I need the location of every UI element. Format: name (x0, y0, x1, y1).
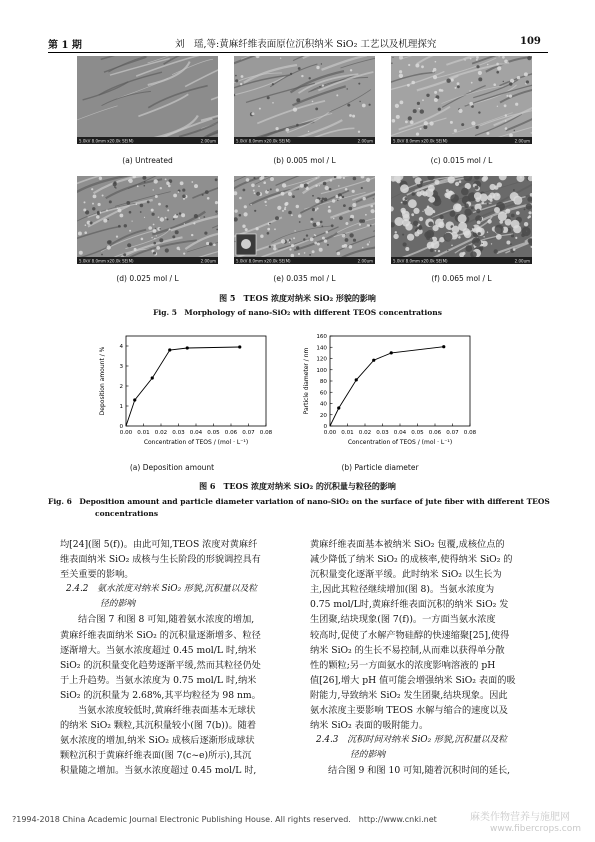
sem-image-b (234, 56, 375, 144)
copyright-footer: ?1994-2018 China Academic Journal Electronic Publishing House. All rights reserved. http://www.cnki.net (12, 815, 437, 824)
data-point (442, 345, 445, 348)
left-para-2 (60, 612, 300, 703)
text-line: 的纳米 SiO₂ 颗粒,其沉积量较小(图 7(b))。随着 (60, 720, 257, 732)
watermark-url: www.fibercrops.com (490, 824, 581, 834)
x-tick-label: 0.04 (189, 430, 203, 436)
text-line: 较高时,促使了水解产物硅醇的快速缩聚[25],使得 (310, 629, 510, 641)
x-tick-label: 0.07 (446, 430, 459, 436)
sem-caption-e: (e) 0.035 mol / L (273, 274, 336, 283)
plot-frame (126, 336, 266, 426)
x-tick-label: 0.00 (119, 430, 133, 436)
heading-line: 2.4.2 氨水浓度对纳米 SiO₂ 形貌,沉积量以及粒 (66, 584, 258, 595)
text-line: 颗粒沉积于黄麻纤维表面(图 7(c~e)所示),其沉 (60, 750, 252, 762)
fig5-caption-en: Fig. 5 Morphology of nano-SiO₂ with different TEOS concentrations (153, 308, 442, 317)
text-line: 值[26],增大 pH 值可能会增强纳米 SiO₂ 表面的吸 (310, 674, 516, 686)
chart-particle-diameter (296, 326, 486, 462)
sem-scale-text: 2.00um (514, 258, 530, 264)
y-tick-label: 140 (316, 345, 327, 352)
sem-info-text: 5.0kV 8.0mm x20.0k SE(M) (79, 138, 134, 144)
sem-image-e (234, 176, 375, 264)
sem-image-d (77, 176, 218, 264)
sem-caption-f: (f) 0.065 mol / L (431, 274, 492, 283)
sem-info-text: 5.0kV 8.0mm x20.0k SE(M) (236, 258, 291, 264)
x-tick-label: 0.03 (376, 430, 389, 436)
running-title: 刘 瑶,等:黄麻纤维表面原位沉积纳米 SiO₂ 工艺以及机理探究 (175, 39, 437, 50)
y-axis-label: Particle diameter / nm (303, 347, 310, 415)
y-tick-label: 40 (319, 401, 327, 408)
data-point (151, 376, 154, 379)
x-tick-label: 0.02 (358, 430, 372, 436)
text-line: 维表面纳米 SiO₂ 成核与生长阶段的形貌调控具有 (60, 554, 261, 566)
x-tick-label: 0.08 (463, 430, 477, 436)
sem-image-a (77, 56, 218, 144)
data-point (186, 346, 189, 349)
text-line: 逐渐增大。当氨水浓度超过 0.45 mol/L 时,纳米 (60, 644, 257, 656)
sem-info-text: 5.0kV 8.0mm x20.0k SE(M) (393, 258, 448, 264)
text-line: 结合图 7 和图 8 可知,随着氨水浓度的增加, (78, 614, 255, 626)
x-tick-label: 0.06 (224, 430, 238, 436)
sem-texture (234, 176, 375, 264)
text-line: 当氨水浓度较低时,黄麻纤维表面基本无球状 (78, 705, 256, 717)
x-tick-label: 0.01 (341, 430, 354, 436)
y-tick-label: 4 (119, 344, 123, 350)
text-line: 生团聚,结块现象(图 7(f))。一方面当氨水浓度 (310, 614, 496, 626)
text-line: 黄麻纤维表面基本被纳米 SiO₂ 包覆,成核位点的 (310, 539, 505, 550)
x-axis-label: Concentration of TEOS / (mol · L⁻¹) (143, 439, 249, 446)
left-para-3 (60, 703, 300, 778)
x-tick-label: 0.03 (172, 430, 185, 436)
text-line: 氨水浓度主要影响 TEOS 水解与缩合的速度以及 (310, 705, 508, 717)
fig6-caption-en (48, 496, 558, 520)
sem-caption-d: (d) 0.025 mol / L (116, 274, 179, 283)
x-tick-label: 0.02 (154, 430, 168, 436)
fig6-subcaption-a: (a) Deposition amount (129, 463, 215, 472)
data-point (390, 351, 393, 354)
text-line: 主,因此其粒径继续增加(图 8)。当氨水浓度为 (310, 584, 495, 596)
plot-frame (330, 336, 470, 426)
fig6-subcaption-b: (b) Particle diameter (341, 463, 419, 472)
sem-caption-c: (c) 0.015 mol / L (430, 156, 493, 165)
y-tick-label: 1 (119, 404, 123, 410)
x-tick-label: 0.08 (259, 430, 273, 436)
text-line: 黄麻纤维表面纳米 SiO₂ 的沉积量逐渐增多、粒径 (60, 629, 261, 641)
text-line: 于上升趋势。当氨水浓度为 0.75 mol/L 时,纳米 (60, 674, 257, 686)
y-tick-label: 20 (319, 412, 327, 419)
fig6-caption-en-line1: Fig. 6 Deposition amount and particle diameter variation of nano-SiO₂ on the surface of jute fiber with different TEOS (48, 497, 550, 506)
y-tick-label: 120 (316, 356, 327, 363)
x-tick-label: 0.06 (428, 430, 442, 436)
text-line: 积量随之增加。当氨水浓度超过 0.45 mol/L 时, (60, 765, 257, 777)
y-tick-label: 100 (316, 367, 327, 374)
journal-issue: 第 1 期 (48, 40, 82, 51)
fig5-caption-zh: 图 5 TEOS 浓度对纳米 SiO₂ 形貌的影响 (219, 293, 376, 303)
text-line: 结合图 9 和图 10 可知,随着沉积时间的延长, (328, 765, 511, 777)
y-axis-label: Deposition amount / % (99, 346, 106, 416)
x-tick-label: 0.07 (242, 430, 255, 436)
heading-line: 2.4.3 沉积时间对纳米 SiO₂ 形貌,沉积量以及粒 (316, 735, 508, 746)
sem-info-text: 5.0kV 8.0mm x20.0k SE(M) (236, 138, 291, 144)
fig6-caption-en-line2: concentrations (95, 509, 159, 518)
x-tick-label: 0.04 (393, 430, 407, 436)
text-line: 0.75 mol/L时,黄麻纤维表面沉积的纳米 SiO₂ 发 (310, 599, 509, 611)
text-line: 至关重要的影响。 (60, 569, 134, 581)
x-tick-label: 0.05 (411, 430, 424, 436)
sem-scale-text: 2.00um (357, 258, 373, 264)
text-line: SiO₂ 的沉积量为 2.68%,其平均粒径为 98 nm。 (60, 689, 261, 701)
y-tick-label: 0 (323, 424, 327, 430)
sem-image-c (391, 56, 532, 144)
y-tick-label: 160 (316, 334, 327, 340)
y-tick-label: 60 (319, 390, 327, 397)
x-tick-label: 0.05 (207, 430, 220, 436)
watermark-site-name: 麻类作物营养与施肥网 (470, 812, 570, 823)
heading-line: 径的影响 (100, 599, 136, 610)
sem-info-text: 5.0kV 8.0mm x20.0k SE(M) (393, 138, 448, 144)
data-point (238, 345, 241, 348)
sem-inset-particle (241, 239, 251, 249)
y-tick-label: 3 (119, 364, 123, 370)
sem-texture (391, 56, 532, 144)
text-line: 纳米 SiO₂ 的生长不易控制,从而难以获得单分散 (310, 644, 505, 656)
x-tick-label: 0.01 (137, 430, 150, 436)
section-heading-2-4-2 (60, 582, 300, 612)
left-column (60, 537, 300, 779)
text-line: 性的颗粒;另一方面氨水的浓度影响溶液的 pH (310, 659, 496, 671)
text-line: 附能力,导致纳米 SiO₂ 发生团聚,结块现象。因此 (310, 689, 508, 701)
sem-scale-text: 2.00um (200, 258, 216, 264)
right-para-2 (310, 763, 555, 778)
sem-texture (391, 176, 532, 264)
text-line: 氨水浓度的增加,纳米 SiO₂ 成核后逐渐形成球状 (60, 735, 255, 747)
data-point (337, 406, 340, 409)
text-line: SiO₂ 的沉积量变化趋势逐渐平缓,然而其粒径仍处 (60, 659, 261, 671)
series-line (330, 347, 444, 426)
series-line (126, 347, 240, 426)
data-point (168, 348, 171, 351)
text-line: 沉积量变化逐渐平缓。此时纳米 SiO₂ 以生长为 (310, 569, 502, 581)
sem-texture (77, 176, 218, 264)
y-tick-label: 2 (119, 384, 123, 390)
fig6-caption-zh: 图 6 TEOS 浓度对纳米 SiO₂ 的沉积量与粒径的影响 (199, 481, 396, 491)
sem-info-text: 5.0kV 8.0mm x20.0k SE(M) (79, 258, 134, 264)
sem-caption-b: (b) 0.005 mol / L (273, 156, 336, 165)
data-point (133, 398, 136, 401)
sem-texture (234, 56, 375, 144)
right-para-1 (310, 537, 555, 733)
sem-scale-text: 2.00um (514, 138, 530, 144)
data-point (355, 378, 358, 381)
left-para-1 (60, 537, 300, 582)
y-tick-label: 80 (319, 379, 327, 385)
chart-diameter-svg (296, 326, 486, 462)
x-tick-label: 0.00 (323, 430, 337, 436)
data-point (372, 359, 375, 362)
text-line: 减少降低了纳米 SiO₂ 的成核率,使得纳米 SiO₂ 的 (310, 554, 513, 566)
chart-deposition-amount (92, 326, 282, 462)
right-column (310, 537, 555, 779)
header-rule (48, 52, 548, 53)
text-line: 纳米 SiO₂ 表面的吸附能力。 (310, 720, 429, 732)
chart-deposition-svg (92, 326, 282, 462)
sem-caption-a: (a) Untreated (122, 156, 173, 165)
y-tick-label: 0 (119, 424, 123, 430)
x-axis-label: Concentration of TEOS / (mol · L⁻¹) (347, 439, 453, 446)
sem-scale-text: 2.00um (357, 138, 373, 144)
sem-scale-text: 2.00um (200, 138, 216, 144)
sem-texture (77, 56, 218, 144)
heading-line: 径的影响 (350, 750, 386, 761)
text-line: 均[24](图 5(f))。由此可知,TEOS 浓度对黄麻纤 (60, 539, 258, 550)
page-number: 109 (520, 36, 541, 47)
sem-image-f (391, 176, 532, 264)
section-heading-2-4-3 (310, 733, 555, 763)
